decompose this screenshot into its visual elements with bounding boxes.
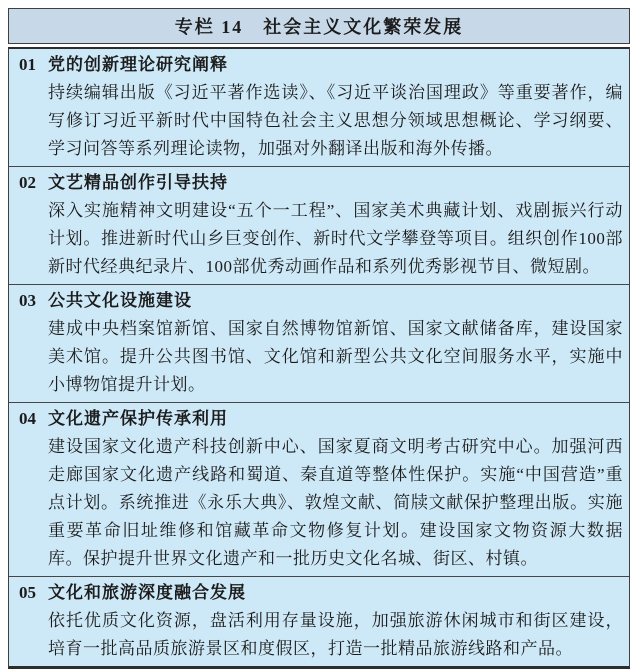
column-panel <box>8 8 630 669</box>
section-05 <box>9 576 629 666</box>
section-body: 持续编辑出版《习近平著作选读》、《习近平谈治国理政》等重要著作，编写修订习近平新时代中国特色社会主义思想分领域思想概论、学习纲要、学习问答等系列理论读物，加强对外翻译出版和海外传播。 <box>48 83 623 158</box>
section-title-row <box>9 405 629 433</box>
section-number: 03 <box>19 291 36 310</box>
section-title: 文化和旅游深度融合发展 <box>48 583 246 602</box>
section-body: 深入实施精神文明建设“五个一工程”、国家美术典藏计划、戏剧振兴行动计划。推进新时代山乡巨变创作、新时代文学攀登等项目。组织创作100部新时代经典纪录片、100部优秀动画作品和系列优秀影视节目、微短剧。 <box>48 201 623 276</box>
section-number: 01 <box>19 55 36 74</box>
section-number: 05 <box>19 583 36 602</box>
section-04 <box>9 402 629 576</box>
section-number: 02 <box>19 173 36 192</box>
section-02 <box>9 166 629 284</box>
section-title: 文化遗产保护传承利用 <box>48 409 228 428</box>
section-body: 建设国家文化遗产科技创新中心、国家夏商文明考古研究中心。加强河西走廊国家文化遗产线路和蜀道、秦直道等整体性保护。实施“中国营造”重点计划。系统推进《永乐大典》、敦煌文献、简牍文献保护整理出版。实施重要革命旧址维修和馆藏革命文物修复计划。建设国家文物资源大数据库。保护提升世界文化遗产和一批历史文化名城、街区、村镇。 <box>48 437 623 568</box>
section-title-row <box>9 579 629 607</box>
section-body: 建成中央档案馆新馆、国家自然博物馆新馆、国家文献储备库，建设国家美术馆。提升公共图书馆、文化馆和新型公共文化空间服务水平，实施中小博物馆提升计划。 <box>48 319 623 394</box>
section-title-row <box>9 51 629 79</box>
section-title: 党的创新理论研究阐释 <box>48 55 228 74</box>
section-number: 04 <box>19 409 36 428</box>
panel-header <box>8 8 630 44</box>
section-title-row <box>9 169 629 197</box>
panel-title: 专栏 14 社会主义文化繁荣发展 <box>174 17 464 37</box>
section-title: 公共文化设施建设 <box>48 291 192 310</box>
section-03 <box>9 284 629 402</box>
section-title: 文艺精品创作引导扶持 <box>48 173 228 192</box>
panel-body <box>8 47 630 669</box>
section-01 <box>9 49 629 166</box>
section-title-row <box>9 287 629 315</box>
section-body: 依托优质文化资源，盘活利用存量设施，加强旅游休闲城市和街区建设，培育一批高品质旅游景区和度假区，打造一批精品旅游线路和产品。 <box>48 611 623 658</box>
